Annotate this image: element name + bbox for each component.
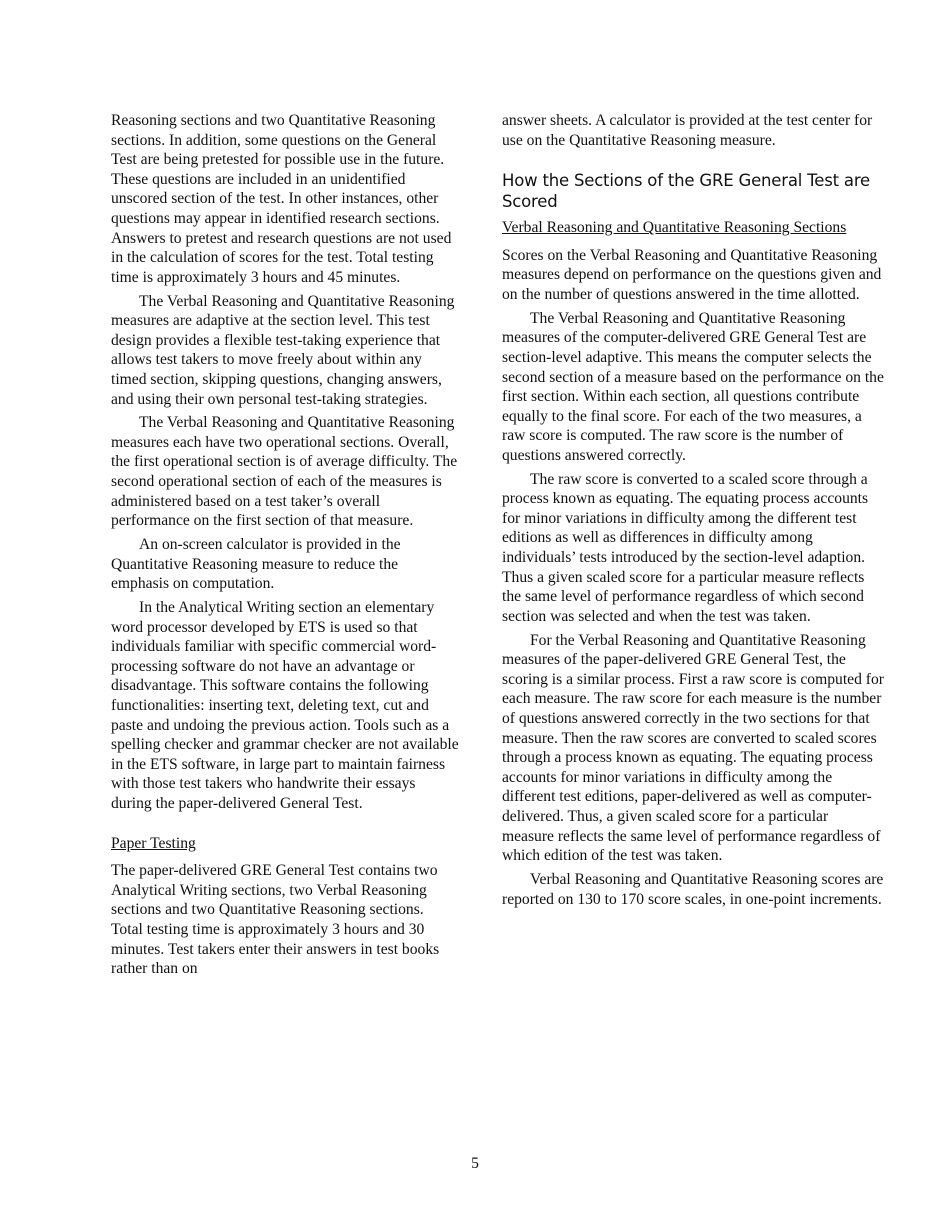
left-column bbox=[111, 111, 459, 983]
right-column bbox=[502, 111, 884, 913]
paragraph: The Verbal Reasoning and Quantitative Reasoning measures each have two operational sections. Overall, the first operational section is of average difficulty. The second operational section of each of the measures is administered based on a test taker’s overall performance on the first section of that measure. bbox=[111, 414, 458, 530]
paragraph: Reasoning sections and two Quantitative Reasoning sections. In addition, some questions on the General Test are being pretested for possible use in the future. These questions are included in an unidentified unscored section of the test. In other instances, other questions may appear in identified research sections. Answers to pretest and research questions are not used in the calculation of scores for the test. Total testing time is approximately 3 hours and 45 minutes. bbox=[111, 112, 452, 286]
paragraph: Verbal Reasoning and Quantitative Reasoning scores are reported on 130 to 170 score scales, in one-point increments. bbox=[502, 870, 884, 908]
paper-testing-subheading: Paper Testing bbox=[111, 834, 196, 852]
paragraph: The Verbal Reasoning and Quantitative Reasoning measures are adaptive at the section level. This test design provides a flexible test-taking experience that allows test takers to move freely about within any timed section, skipping questions, changing answers, and using their own personal test-taking strategies. bbox=[111, 292, 455, 408]
page-number: 5 bbox=[471, 1155, 479, 1172]
paragraph: Scores on the Verbal Reasoning and Quantitative Reasoning measures depend on performance on the questions given and on the number of questions answered in the time allotted. bbox=[502, 246, 882, 303]
paragraph: answer sheets. A calculator is provided at the test center for use on the Quantitative Reasoning measure. bbox=[502, 112, 873, 149]
paragraph: In the Analytical Writing section an elementary word processor developed by ETS is used so that individuals familiar with specific commercial word-processing software do not have an advantage or disadvantage. This software contains the following functionalities: inserting text, deleting text, cut and paste and undoing the previous action. Tools such as a spelling checker and grammar checker are not available in the ETS software, in large part to maintain fairness with those test takers who handwrite their essays during the paper-delivered General Test. bbox=[111, 599, 459, 812]
scoring-subheading: Verbal Reasoning and Quantitative Reasoning Sections bbox=[502, 219, 847, 237]
paragraph: An on-screen calculator is provided in the Quantitative Reasoning measure to reduce the emphasis on computation. bbox=[111, 536, 401, 593]
paragraph: For the Verbal Reasoning and Quantitative Reasoning measures of the paper-delivered GRE General Test, the scoring is a similar process. First a raw score is computed for each measure. The raw score for each measure is the number of questions answered correctly in the two sections for that measure. Then the raw scores are converted to scaled scores through a process known as equating. The equating process accounts for minor variations in difficulty among the different test editions, paper-delivered as well as computer-delivered. Thus, a given scaled score for a particular measure reflects the same level of performance regardless of which edition of the test was taken. bbox=[502, 631, 884, 865]
paragraph: The Verbal Reasoning and Quantitative Reasoning measures of the computer-delivered GRE General Test are section-level adaptive. This means the computer selects the second section of a measure based on the performance on the first section. Within each section, all questions contribute equally to the final score. For each of the two measures, a raw score is computed. The raw score is the number of questions answered correctly. bbox=[502, 309, 884, 464]
paragraph: The raw score is converted to a scaled score through a process known as equating. The equating process accounts for minor variations in difficulty among the different test editions as well as differences in difficulty among individuals’ tests introduced by the section-level adaption. Thus a given scaled score for a particular measure reflects the same level of performance regardless of which second section was selected and when the test was taken. bbox=[502, 470, 869, 625]
paragraph: The paper-delivered GRE General Test contains two Analytical Writing sections, two Verbal Reasoning sections and two Quantitative Reasoning sections. Total testing time is approximately 3 hours and 30 minutes. Test takers enter their answers in test books rather than on bbox=[111, 862, 440, 978]
section-heading: How the Sections of the GRE General Test are Scored bbox=[502, 171, 870, 212]
